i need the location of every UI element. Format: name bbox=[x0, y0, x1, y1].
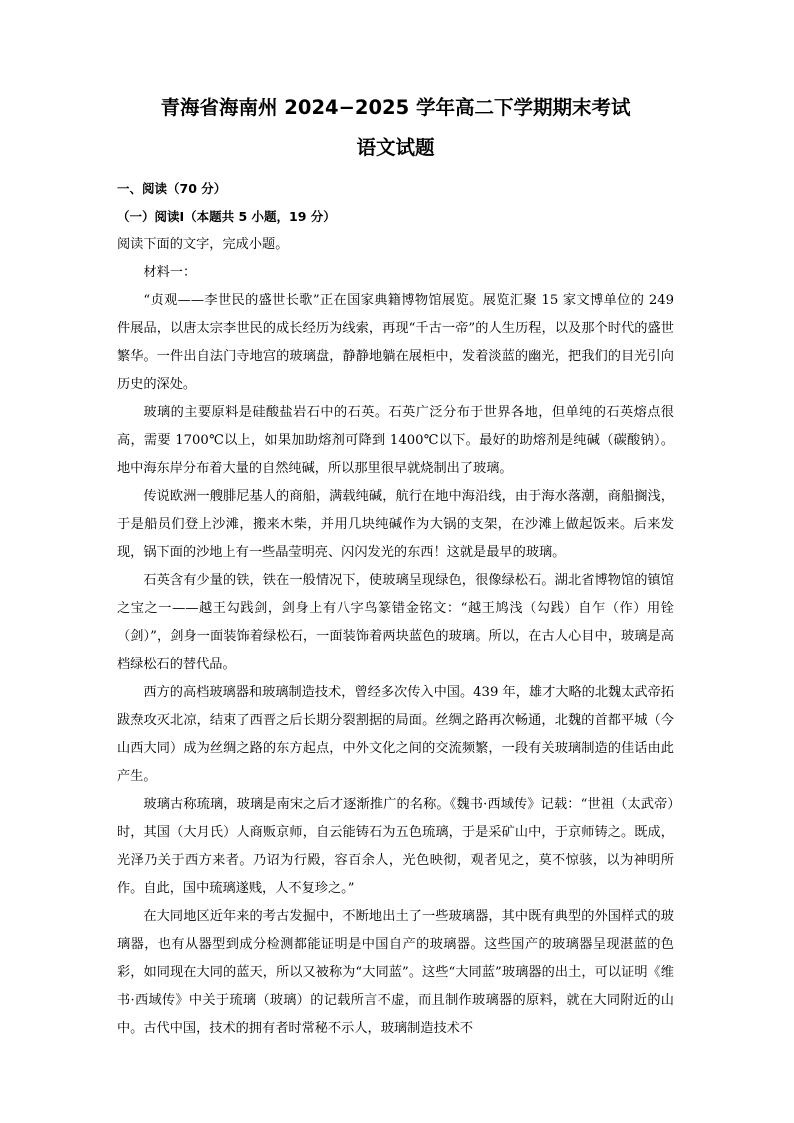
paragraph-4: 石英含有少量的铁，铁在一般情况下，使玻璃呈现绿色，很像绿松石。湖北省博物馆的镇馆之宝之一——越王勾践剑，剑身上有八字鸟篆错金铭文：“越王鸠浅（勾践）自乍（作）用铨（剑）”，剑身一面装饰着绿松石，一面装饰着两块蓝色的玻璃。所以，在古人心目中，玻璃是高档绿松石的替代品。 bbox=[117, 573, 674, 672]
material-label: 材料一： bbox=[143, 265, 197, 280]
exam-subtitle: 语文试题 bbox=[356, 136, 435, 159]
paragraph-5: 西方的高档玻璃器和玻璃制造技术，曾经多次传入中国。439 年，雄才大略的北魏太武帝拓跋焘攻灭北凉，结束了西晋之后长期分裂割据的局面。丝绸之路再次畅通，北魏的首都平城（今山西大同）成为丝绸之路的东方起点，中外文化之间的交流频繁，一段有关玻璃制造的佳话由此产生。 bbox=[117, 685, 674, 784]
paragraph-2: 玻璃的主要原料是硅酸盐岩石中的石英。石英广泛分布于世界各地，但单纯的石英熔点很高，需要 1700℃以上，如果加助熔剂可降到 1400℃以下。最好的助熔剂是纯碱（碳酸钠）。地中海东岸分布着大量的自然纯碱，所以那里很早就烧制出了玻璃。 bbox=[117, 405, 674, 476]
paragraph-6: 玻璃古称琉璃，玻璃是南宋之后才逐渐推广的名称。《魏书·西域传》记载：“世祖（太武帝）时，其国（大月氏）人商贩京师，自云能铸石为五色琉璃，于是采矿山中，于京师铸之。既成，光泽乃关于西方来者。乃诏为行殿，容百余人，光色映彻，观者见之，莫不惊骇，以为神明所作。自此，国中琉璃遂贱，人不复珍之。” bbox=[117, 797, 674, 896]
instruction-text: 阅读下面的文字，完成小题。 bbox=[117, 237, 289, 252]
paragraph-7: 在大同地区近年来的考古发掘中，不断地出土了一些玻璃器，其中既有典型的外国样式的玻璃器，也有从器型到成分检测都能证明是中国自产的玻璃器。这些国产的玻璃器呈现湛蓝的色彩，如同现在大同的蓝天，所以又被称为“大同蓝”。这些“大同蓝”玻璃器的出土，可以证明《维书·西域传》中关于琉璃（玻璃）的记载所言不虚，而且制作玻璃器的原料，就在大同附近的山中。古代中国，技术的拥有者时常秘不示人，玻璃制造技术不 bbox=[117, 909, 674, 1036]
exam-title: 青海省海南州 2024−2025 学年高二下学期期末考试 bbox=[160, 96, 631, 119]
paragraph-1: “贞观——李世民的盛世长歌”正在国家典籍博物馆展览。展览汇聚 15 家文博单位的 249 件展品，以唐太宗李世民的成长经历为线索，再现“千古一帝”的人生历程，以及那个时代的盛世繁华。一件出自法门寺地宫的玻璃盘，静静地躺在展柜中，发着淡蓝的幽光，把我们的目光引向历史的深处。 bbox=[117, 293, 674, 392]
paragraph-3: 传说欧洲一艘腓尼基人的商船，满载纯碱，航行在地中海沿线，由于海水落潮，商船搁浅，于是船员们登上沙滩，搬来木柴，并用几块纯碱作为大锅的支架，在沙滩上做起饭来。后来发现，锅下面的沙地上有一些晶莹明亮、闪闪发光的东西！这就是最早的玻璃。 bbox=[117, 489, 674, 560]
section-reading-heading: 一、阅读（70 分） bbox=[117, 181, 227, 196]
subsection-reading-1-heading: （一）阅读Ⅰ（本题共 5 小题，19 分） bbox=[117, 209, 336, 224]
